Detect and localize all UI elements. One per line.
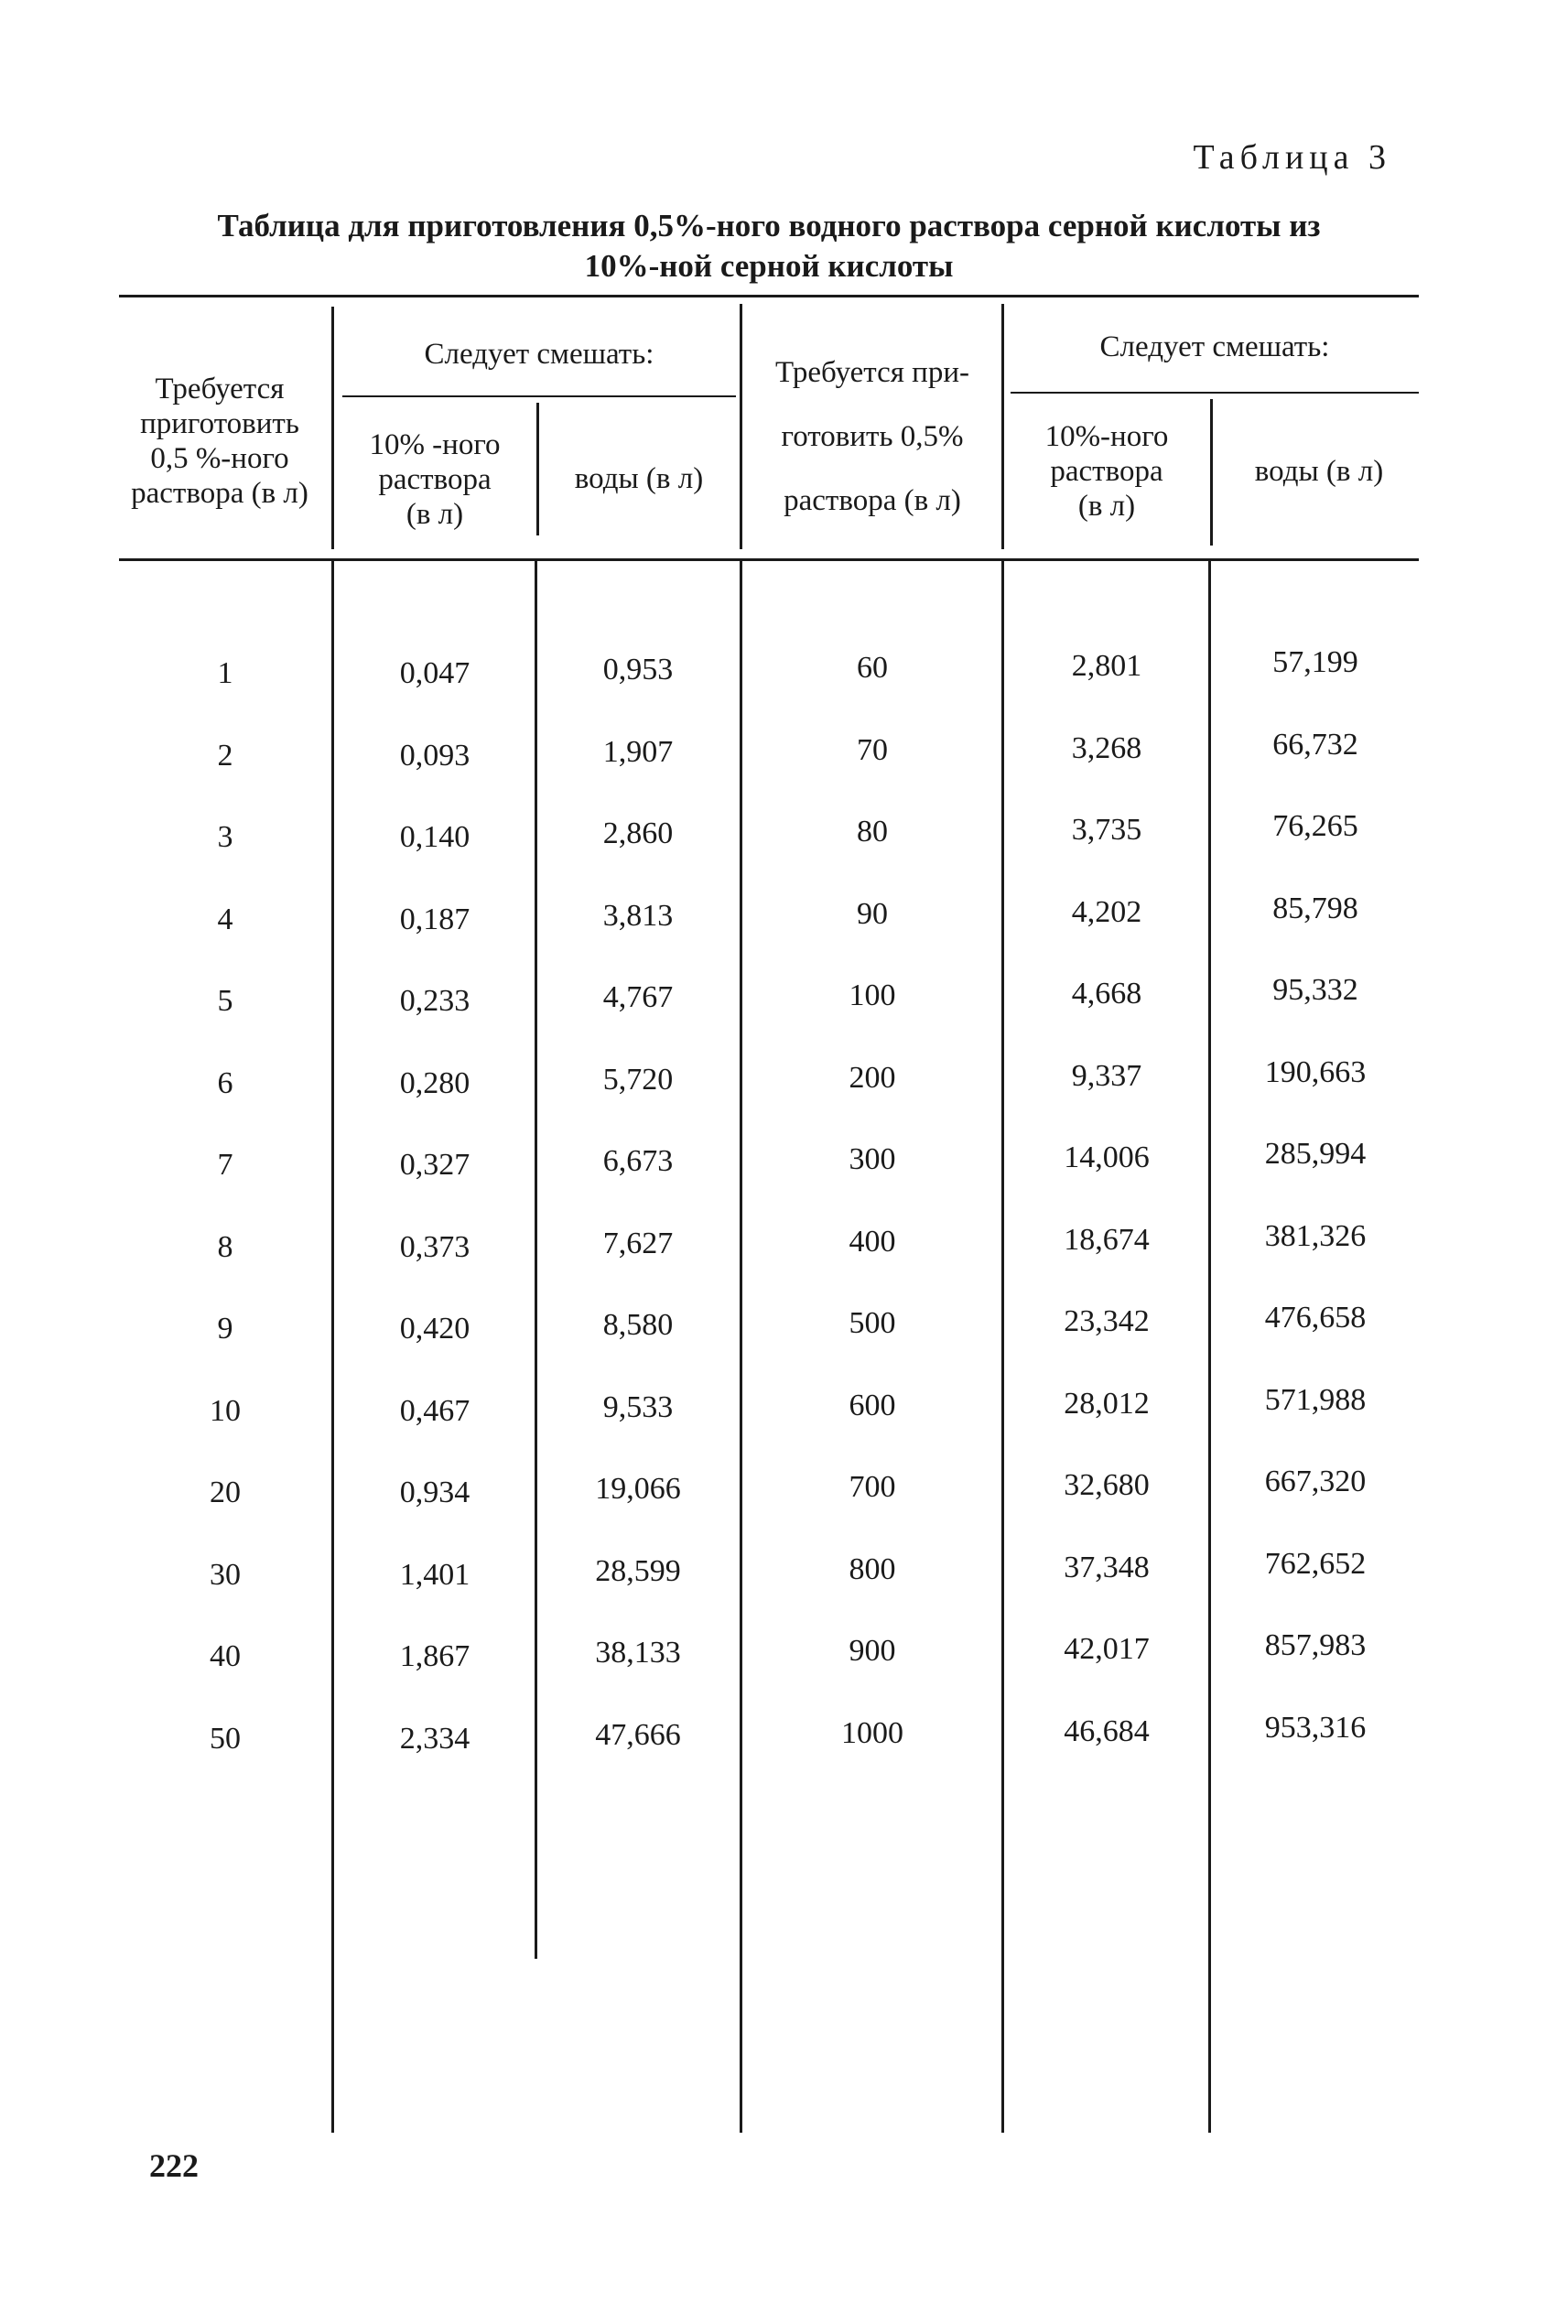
header-water-left: воды (в л) <box>574 462 704 495</box>
cell-water-2: 76,265 <box>1272 809 1358 843</box>
cell-required: 40 <box>210 1639 241 1673</box>
cell-water: 3,813 <box>602 899 674 933</box>
cell-required: 20 <box>210 1475 241 1509</box>
col-divider-4-body <box>1001 560 1004 2133</box>
col-divider-4-header <box>1001 304 1004 549</box>
cell-solution: 2,334 <box>399 1722 470 1756</box>
col-divider-3-body <box>740 560 742 2133</box>
cell-water: 7,627 <box>602 1227 674 1260</box>
cell-solution: 0,233 <box>399 984 470 1018</box>
page-number: 222 <box>149 2147 199 2184</box>
cell-water: 5,720 <box>602 1063 674 1097</box>
table-top-rule <box>119 295 1419 297</box>
cell-solution-2: 3,268 <box>1071 731 1142 765</box>
cell-solution-2: 28,012 <box>1064 1387 1150 1421</box>
cell-solution-2: 42,017 <box>1064 1632 1150 1666</box>
cell-water: 19,066 <box>595 1472 681 1506</box>
cell-water: 47,666 <box>595 1718 681 1752</box>
cell-required-2: 300 <box>849 1142 896 1176</box>
col-divider-1-body <box>331 560 334 2133</box>
cell-water-2: 762,652 <box>1264 1547 1367 1581</box>
cell-required-2: 100 <box>849 978 896 1012</box>
cell-required: 6 <box>217 1066 233 1100</box>
col-divider-5-body <box>1208 560 1211 2133</box>
cell-solution: 0,093 <box>399 739 470 773</box>
cell-solution-2: 23,342 <box>1064 1304 1150 1338</box>
cell-water-2: 381,326 <box>1264 1219 1367 1253</box>
cell-solution: 0,420 <box>399 1312 470 1346</box>
cell-solution-2: 14,006 <box>1064 1140 1150 1174</box>
cell-solution: 0,187 <box>399 903 470 936</box>
col-divider-3-header <box>740 304 742 549</box>
cell-solution-2: 9,337 <box>1071 1059 1142 1093</box>
cell-required-2: 700 <box>849 1470 896 1504</box>
cell-solution-2: 32,680 <box>1064 1468 1150 1502</box>
cell-water: 28,599 <box>595 1554 681 1588</box>
cell-solution-2: 2,801 <box>1071 649 1142 683</box>
cell-required: 4 <box>217 903 233 936</box>
header-required-left: Требуется приготовить 0,5 %-ного раствора (в л) <box>131 373 308 510</box>
col-divider-5-header <box>1210 399 1213 546</box>
cell-water-2: 190,663 <box>1264 1055 1367 1089</box>
cell-required: 10 <box>210 1394 241 1428</box>
table-title <box>119 206 1419 286</box>
cell-required-2: 800 <box>849 1552 896 1586</box>
cell-water-2: 85,798 <box>1272 892 1358 925</box>
header-water-right: воды (в л) <box>1254 455 1384 488</box>
cell-required: 7 <box>217 1148 233 1182</box>
cell-required-2: 1000 <box>841 1716 903 1750</box>
cell-required: 1 <box>217 656 233 690</box>
cell-solution: 1,867 <box>399 1639 470 1673</box>
cell-solution: 0,140 <box>399 820 470 854</box>
cell-solution-2: 3,735 <box>1071 813 1142 847</box>
cell-solution: 0,373 <box>399 1230 470 1264</box>
subheader-rule-right <box>1011 392 1419 394</box>
cell-solution: 0,934 <box>399 1475 470 1509</box>
header-required-right: Требуется при- готовить 0,5% раствора (в л) <box>774 356 969 517</box>
cell-required-2: 600 <box>849 1389 896 1422</box>
header-mix-right: Следует смешать: <box>1099 330 1330 363</box>
cell-solution: 0,327 <box>399 1148 470 1182</box>
table-label: Таблица 3 <box>1193 138 1391 177</box>
cell-solution-2: 46,684 <box>1064 1714 1150 1748</box>
header-solution-left: 10% -ного раствора (в л) <box>369 428 501 531</box>
cell-water: 2,860 <box>602 816 674 850</box>
title-line-2: 10%-ной серной кислоты <box>584 248 954 284</box>
cell-required: 2 <box>217 739 233 773</box>
cell-solution-2: 4,202 <box>1071 895 1142 929</box>
cell-water: 0,953 <box>602 653 674 686</box>
cell-solution: 0,467 <box>399 1394 470 1428</box>
cell-required-2: 900 <box>849 1634 896 1668</box>
cell-water: 38,133 <box>595 1636 681 1670</box>
cell-water-2: 857,983 <box>1264 1628 1367 1662</box>
header-mix-left: Следует смешать: <box>424 338 654 371</box>
cell-required-2: 500 <box>849 1306 896 1340</box>
cell-solution: 0,047 <box>399 656 470 690</box>
cell-required: 30 <box>210 1558 241 1592</box>
cell-water-2: 571,988 <box>1264 1383 1367 1417</box>
header-solution-right: 10%-ного раствора (в л) <box>1044 420 1169 523</box>
cell-required-2: 90 <box>857 897 888 931</box>
cell-required: 9 <box>217 1312 233 1346</box>
cell-solution-2: 18,674 <box>1064 1223 1150 1257</box>
cell-water-2: 285,994 <box>1264 1137 1367 1171</box>
cell-required: 8 <box>217 1230 233 1264</box>
cell-required: 50 <box>210 1722 241 1756</box>
cell-water-2: 953,316 <box>1264 1711 1367 1745</box>
title-line-1: Таблица для приготовления 0,5%-ного водного раствора серной кислоты из <box>217 208 1321 243</box>
cell-water-2: 476,658 <box>1264 1301 1367 1335</box>
cell-water-2: 66,732 <box>1272 728 1358 762</box>
col-divider-2-body <box>535 560 537 1959</box>
cell-solution-2: 4,668 <box>1071 977 1142 1011</box>
header-bottom-rule <box>119 558 1419 561</box>
cell-water: 4,767 <box>602 980 674 1014</box>
cell-required-2: 70 <box>857 733 888 767</box>
cell-water: 1,907 <box>602 735 674 769</box>
col-divider-1-header <box>331 307 334 549</box>
cell-required: 5 <box>217 984 233 1018</box>
cell-required-2: 200 <box>849 1061 896 1095</box>
cell-solution: 1,401 <box>399 1558 470 1592</box>
cell-required: 3 <box>217 820 233 854</box>
cell-water-2: 57,199 <box>1272 645 1358 679</box>
cell-water-2: 95,332 <box>1272 973 1358 1007</box>
cell-water: 8,580 <box>602 1308 674 1342</box>
cell-required-2: 60 <box>857 651 888 685</box>
cell-water: 6,673 <box>602 1144 674 1178</box>
cell-water: 9,533 <box>602 1390 674 1424</box>
cell-solution-2: 37,348 <box>1064 1551 1150 1584</box>
cell-water-2: 667,320 <box>1264 1465 1367 1498</box>
col-divider-2-header <box>536 403 539 535</box>
cell-required-2: 400 <box>849 1225 896 1259</box>
cell-solution: 0,280 <box>399 1066 470 1100</box>
cell-required-2: 80 <box>857 815 888 849</box>
subheader-rule-left <box>342 395 736 397</box>
